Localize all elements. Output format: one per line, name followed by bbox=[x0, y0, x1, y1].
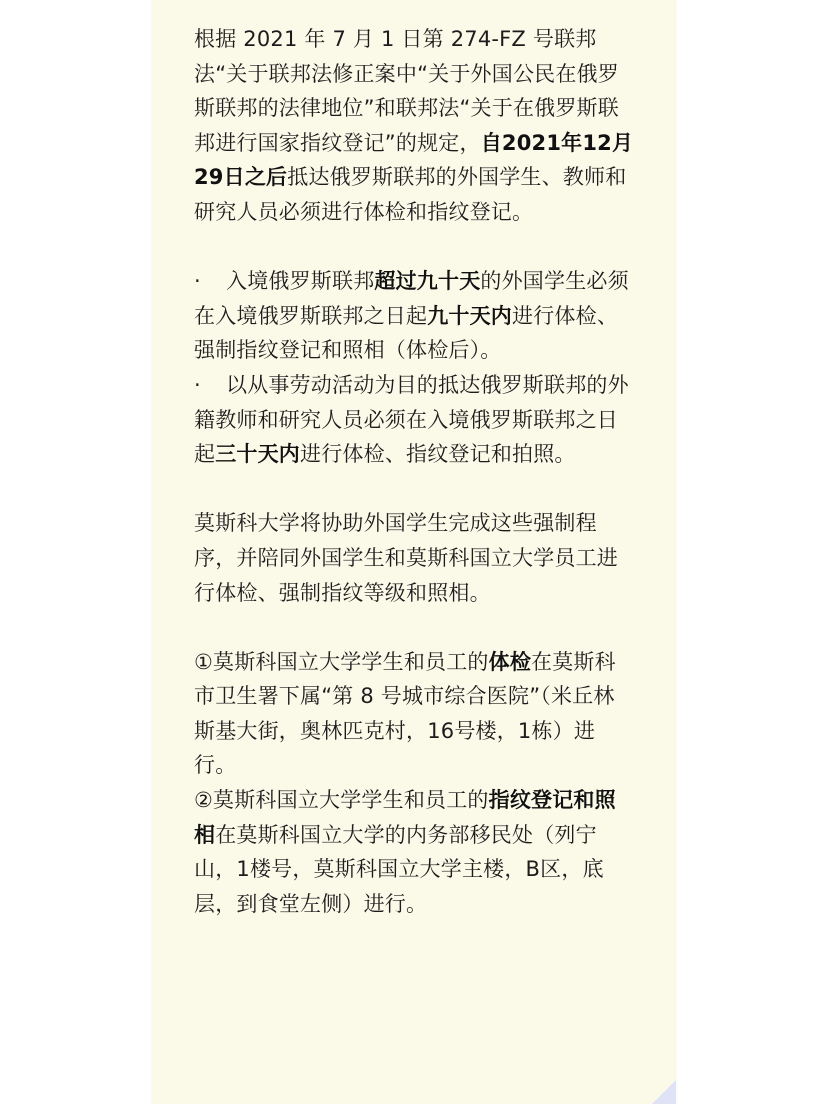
spacer bbox=[194, 472, 634, 507]
document-page bbox=[152, 0, 676, 1104]
document-content bbox=[194, 22, 634, 921]
item-fingerprint: ②莫斯科国立大学学生和员工的指纹登记和照相在莫斯科国立大学的内务部移民处（列宁山，1楼号，莫斯科国立大学主楼，B区，底层，到食堂左侧）进行。 bbox=[194, 788, 616, 916]
spacer bbox=[194, 230, 634, 265]
item-medical-exam: ①莫斯科国立大学学生和员工的体检在莫斯科市卫生署下属“第 8 号城市综合医院”（米丘林斯基大街，奥林匹克村，16号楼，1栋）进行。 bbox=[194, 649, 616, 778]
bullet-teachers: · 以从事劳动活动为目的抵达俄罗斯联邦的外籍教师和研究人员必须在入境俄罗斯联邦之日起三十天内进行体检、指纹登记和拍照。 bbox=[194, 368, 634, 472]
intro-date-highlight: 自2021年12月29日之后 bbox=[194, 130, 634, 190]
assist-paragraph: 莫斯科大学将协助外国学生完成这些强制程序，并陪同外国学生和莫斯科国立大学员工进行体检、强制指纹等级和照相。 bbox=[194, 511, 618, 605]
page-corner-fold bbox=[652, 1080, 676, 1104]
bullet-students: · 入境俄罗斯联邦超过九十天的外国学生必须在入境俄罗斯联邦之日起九十天内进行体检、强制指纹登记和照相（体检后）。 bbox=[194, 264, 634, 368]
spacer bbox=[194, 610, 634, 645]
bullet-marker: · bbox=[194, 372, 201, 397]
intro-paragraph: 根据 2021 年 7 月 1 日第 274-FZ 号联邦法“关于联邦法修正案中“关于外国公民在俄罗斯联邦的法律地位”和联邦法“关于在俄罗斯联邦进行国家指纹登记”的规定，自2021年12月29日之后抵达俄罗斯联邦的外国学生、教师和研究人员必须进行体检和指纹登记。 bbox=[194, 27, 634, 224]
bullet-marker: · bbox=[194, 269, 201, 294]
